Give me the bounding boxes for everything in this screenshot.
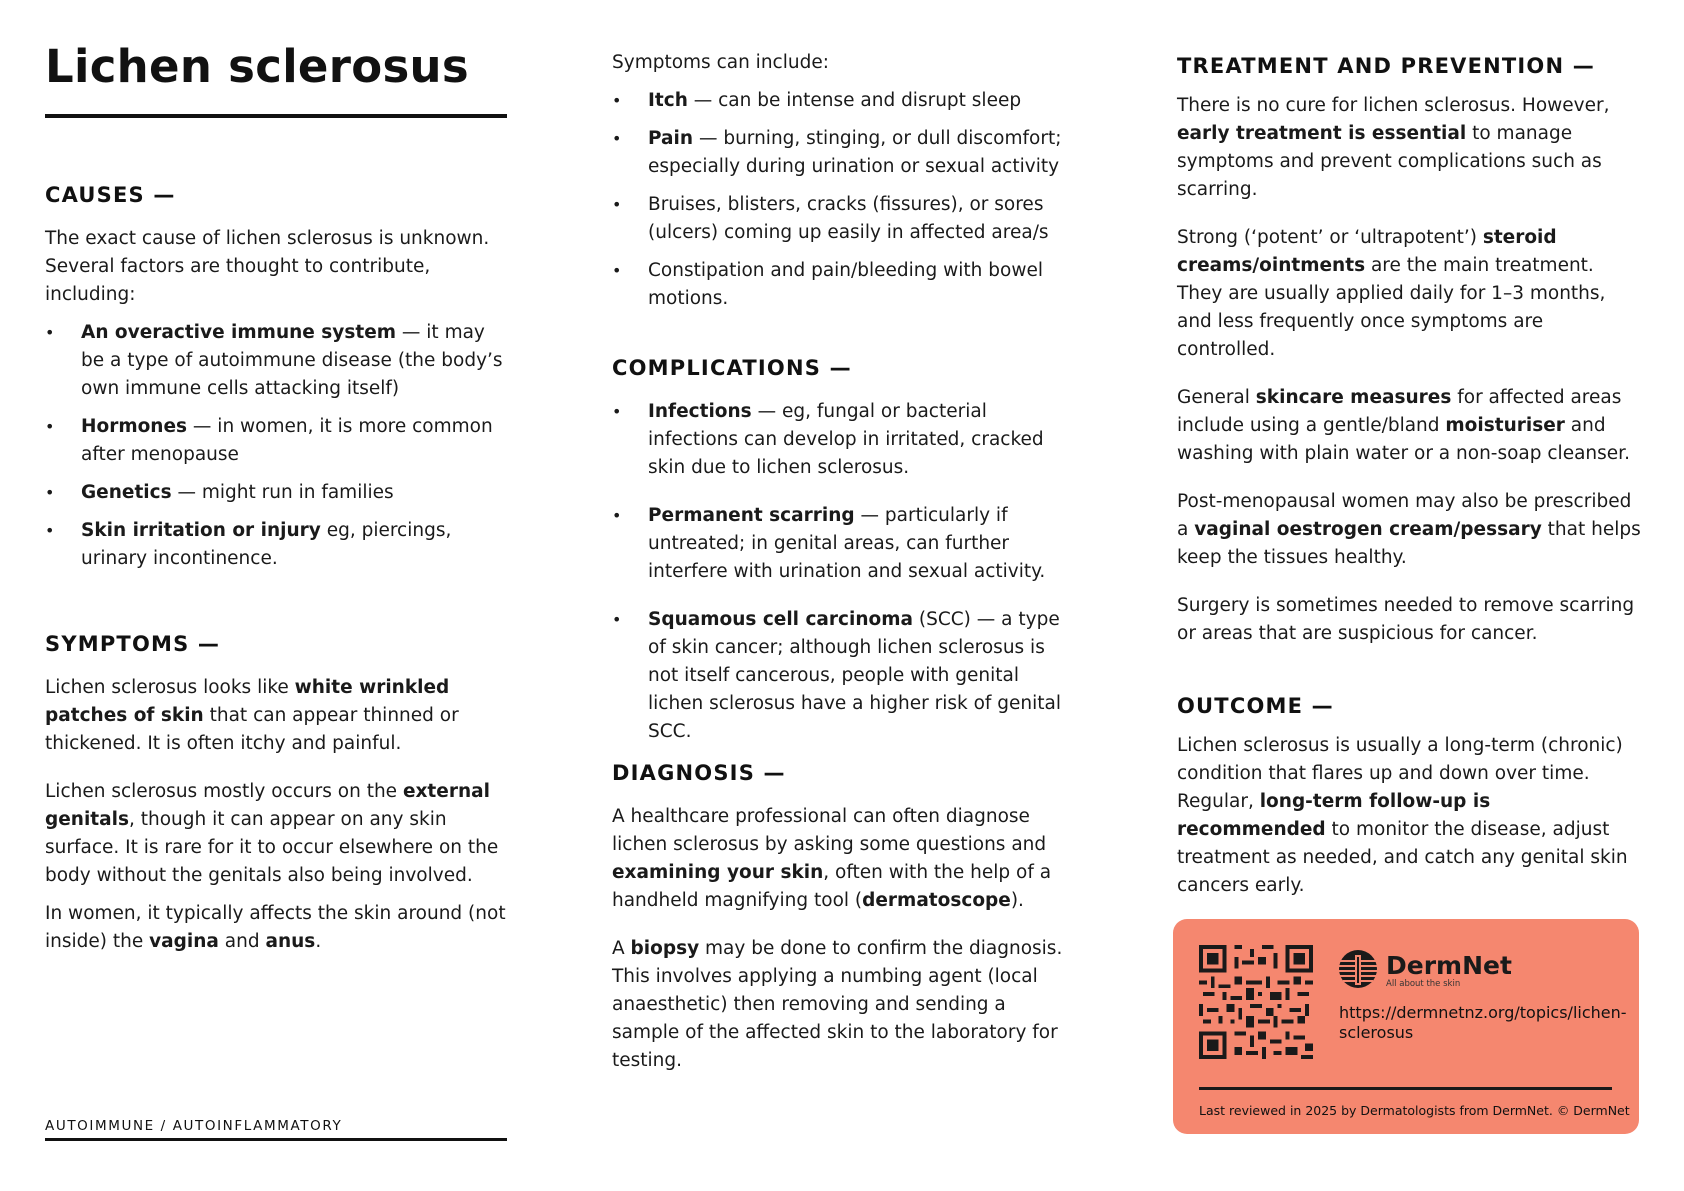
- dermnet-card: [1173, 919, 1639, 1134]
- brand-name: DermNet: [1386, 951, 1512, 980]
- list-item: • Constipation and pain/bleeding with bowel motions.: [612, 257, 1077, 313]
- outcome-section: [1177, 732, 1642, 900]
- diagnosis-heading: DIAGNOSIS —: [612, 761, 786, 785]
- outcome-paragraph: Lichen sclerosus is usually a long-term (chronic) condition that flares up and down over time. Regular, long-term follow-up is recommended to monitor the disease, adjust treatment as needed, and catch any genital skin cancers early.: [1177, 735, 1628, 896]
- symptoms-paragraph: Lichen sclerosus mostly occurs on the external genitals, though it can appear on any skin surface. It is rare for it to occur elsewhere on the body without the genitals also being involved.: [45, 781, 499, 886]
- title-divider: [45, 114, 507, 118]
- card-divider: [1199, 1087, 1612, 1090]
- list-item: • Infections — eg, fungal or bacterial infections can develop in irritated, cracked skin due to lichen sclerosus.: [612, 398, 1077, 482]
- treatment-paragraph: Surgery is sometimes needed to remove scarring or areas that are suspicious for cancer.: [1177, 595, 1635, 644]
- symptoms-paragraph: In women, it typically affects the skin around (not inside) the vagina and anus.: [45, 903, 506, 952]
- list-item: • Genetics — might run in families: [45, 479, 507, 507]
- causes-list: [45, 319, 507, 573]
- causes-section: [45, 225, 507, 583]
- review-note: Last reviewed in 2025 by Dermatologists from DermNet. © DermNet: [1199, 1103, 1630, 1118]
- treatment-paragraph: Strong (‘potent’ or ‘ultrapotent’) steroid creams/ointments are the main treatment. They are usually applied daily for 1–3 months, and less frequently once symptoms are controlled.: [1177, 227, 1606, 360]
- complications-section: [612, 398, 1077, 756]
- outcome-heading: OUTCOME —: [1177, 694, 1334, 718]
- causes-intro: The exact cause of lichen sclerosus is unknown. Several factors are thought to contribute, including:: [45, 228, 490, 305]
- list-item: • Squamous cell carcinoma (SCC) — a type of skin cancer; although lichen sclerosus is not itself cancerous, people with genital lichen sclerosus have a higher risk of genital SCC.: [612, 606, 1077, 746]
- footer-divider: [45, 1138, 507, 1141]
- symptoms-paragraph: Lichen sclerosus looks like white wrinkled patches of skin that can appear thinned or thickened. It is often itchy and painful.: [45, 677, 459, 754]
- causes-heading: CAUSES —: [45, 183, 176, 207]
- dermnet-logo: [1338, 949, 1512, 993]
- diagnosis-section: [612, 803, 1067, 1075]
- treatment-heading: TREATMENT AND PREVENTION —: [1177, 54, 1595, 78]
- diagnosis-paragraph: A biopsy may be done to confirm the diagnosis. This involves applying a numbing agent (local anaesthetic) then removing and sending a sample of the affected skin to the laboratory for testing.: [612, 938, 1063, 1071]
- page-title: Lichen sclerosus: [45, 40, 469, 93]
- treatment-paragraph: There is no cure for lichen sclerosus. However, early treatment is essential to manage symptoms and prevent complications such as scarring.: [1177, 95, 1610, 200]
- dermnet-logo-icon: [1338, 949, 1378, 989]
- symptoms-list-intro: Symptoms can include:: [612, 52, 829, 73]
- symptoms-section: [45, 674, 507, 956]
- list-item: • Bruises, blisters, cracks (fissures), or sores (ulcers) coming up easily in affected area/s: [612, 191, 1077, 247]
- qr-code-icon[interactable]: [1199, 945, 1313, 1059]
- treatment-paragraph: General skincare measures for affected areas include using a gentle/bland moisturiser and washing with plain water or a non-soap cleanser.: [1177, 387, 1630, 464]
- complications-heading: COMPLICATIONS —: [612, 356, 852, 380]
- list-item: • An overactive immune system — it may be a type of autoimmune disease (the body’s own immune cells attacking itself): [45, 319, 507, 403]
- treatment-paragraph: Post-menopausal women may also be prescribed a vaginal oestrogen cream/pessary that helps keep the tissues healthy.: [1177, 491, 1641, 568]
- complications-list: [612, 398, 1077, 746]
- symptoms-heading: SYMPTOMS —: [45, 632, 221, 656]
- brand-tagline: All about the skin: [1386, 979, 1461, 989]
- symptoms-list-section: [612, 49, 1077, 323]
- topic-url-link[interactable]: https://dermnetnz.org/topics/lichen-sclerosus: [1339, 1003, 1627, 1042]
- list-item: • Pain — burning, stinging, or dull discomfort; especially during urination or sexual activity: [612, 125, 1077, 181]
- diagnosis-paragraph: A healthcare professional can often diagnose lichen sclerosus by asking some questions and examining your skin, often with the help of a handheld magnifying tool (dermatoscope).: [612, 806, 1052, 911]
- treatment-section: [1177, 92, 1642, 648]
- list-item: • Hormones — in women, it is more common after menopause: [45, 413, 507, 469]
- category-label: AUTOIMMUNE / AUTOINFLAMMATORY: [45, 1118, 343, 1134]
- list-item: • Skin irritation or injury eg, piercings, urinary incontinence.: [45, 517, 507, 573]
- symptoms-list: [612, 87, 1077, 313]
- list-item: • Permanent scarring — particularly if untreated; in genital areas, can further interfere with urination and sexual activity.: [612, 502, 1077, 586]
- list-item: • Itch — can be intense and disrupt sleep: [612, 87, 1077, 115]
